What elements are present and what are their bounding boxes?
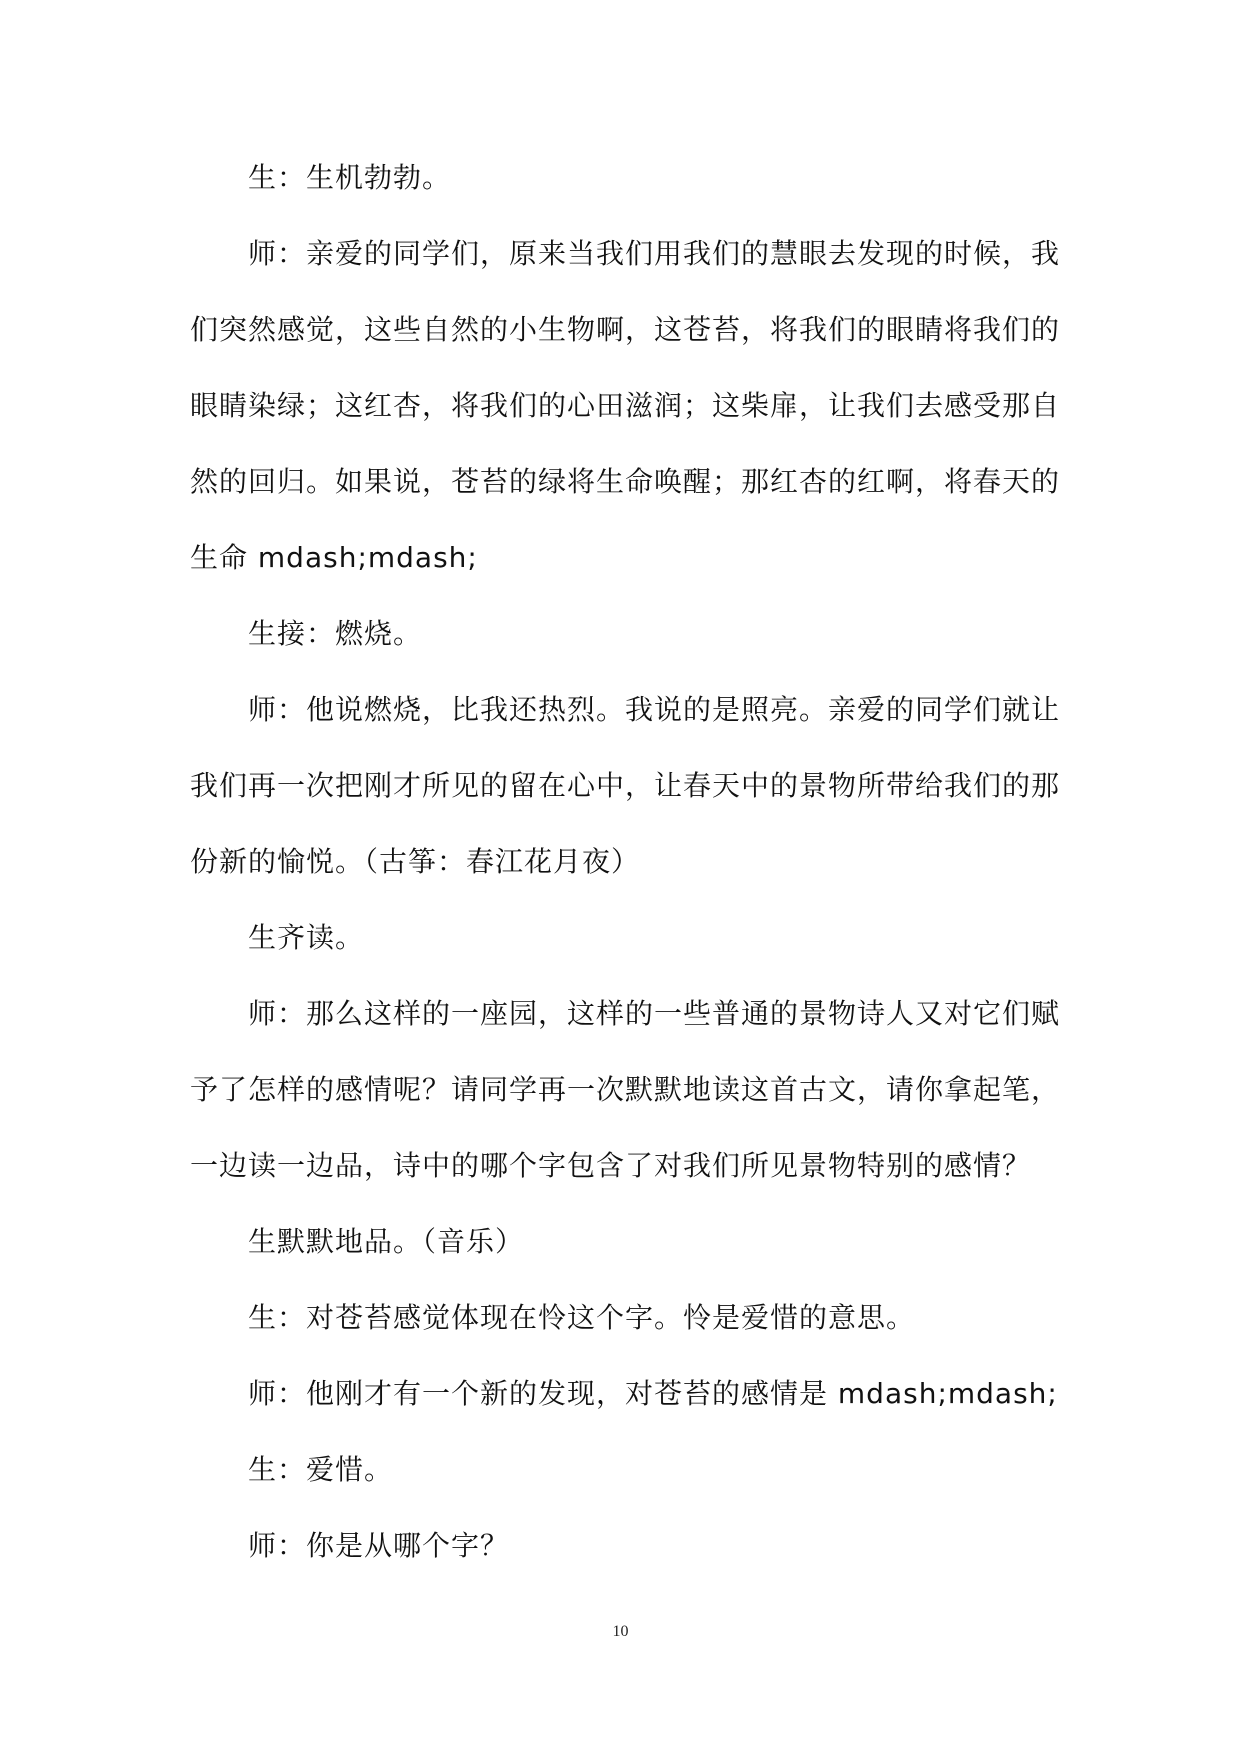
paragraph: 师：那么这样的一座园，这样的一些普通的景物诗人又对它们赋予了怎样的感情呢？请同学再一次默默地读这首古文，请你拿起笔，一边读一边品，诗中的哪个字包含了对我们所见景物特别的感情？ [190,997,1061,1182]
paragraph: 生接：燃烧。 [248,617,423,650]
paragraph: 生默默地品。（音乐） [248,1225,525,1258]
paragraph: 生：生机勃勃。 [248,161,452,194]
paragraph: 师：他刚才有一个新的发现，对苍苔的感情是 mdash;mdash; [248,1377,1058,1410]
paragraph: 生：爱惜。 [248,1453,394,1486]
document-body [190,140,1060,1584]
paragraph: 师：你是从哪个字？ [248,1529,510,1562]
paragraph: 师：他说燃烧，比我还热烈。我说的是照亮。亲爱的同学们就让我们再一次把刚才所见的留在心中，让春天中的景物所带给我们的那份新的愉悦。（古筝：春江花月夜） [190,693,1061,878]
paragraph: 生：对苍苔感觉体现在怜这个字。怜是爱惜的意思。 [248,1301,916,1334]
page-number: 10 [612,1623,629,1640]
paragraph: 师：亲爱的同学们，原来当我们用我们的慧眼去发现的时候，我们突然感觉，这些自然的小生物啊，这苍苔，将我们的眼睛将我们的眼睛染绿；这红杏，将我们的心田滋润；这柴扉，让我们去感受那自然的回归。如果说，苍苔的绿将生命唤醒；那红杏的红啊，将春天的生命 mdash;mdash; [190,237,1061,574]
paragraph: 生齐读。 [248,921,365,954]
